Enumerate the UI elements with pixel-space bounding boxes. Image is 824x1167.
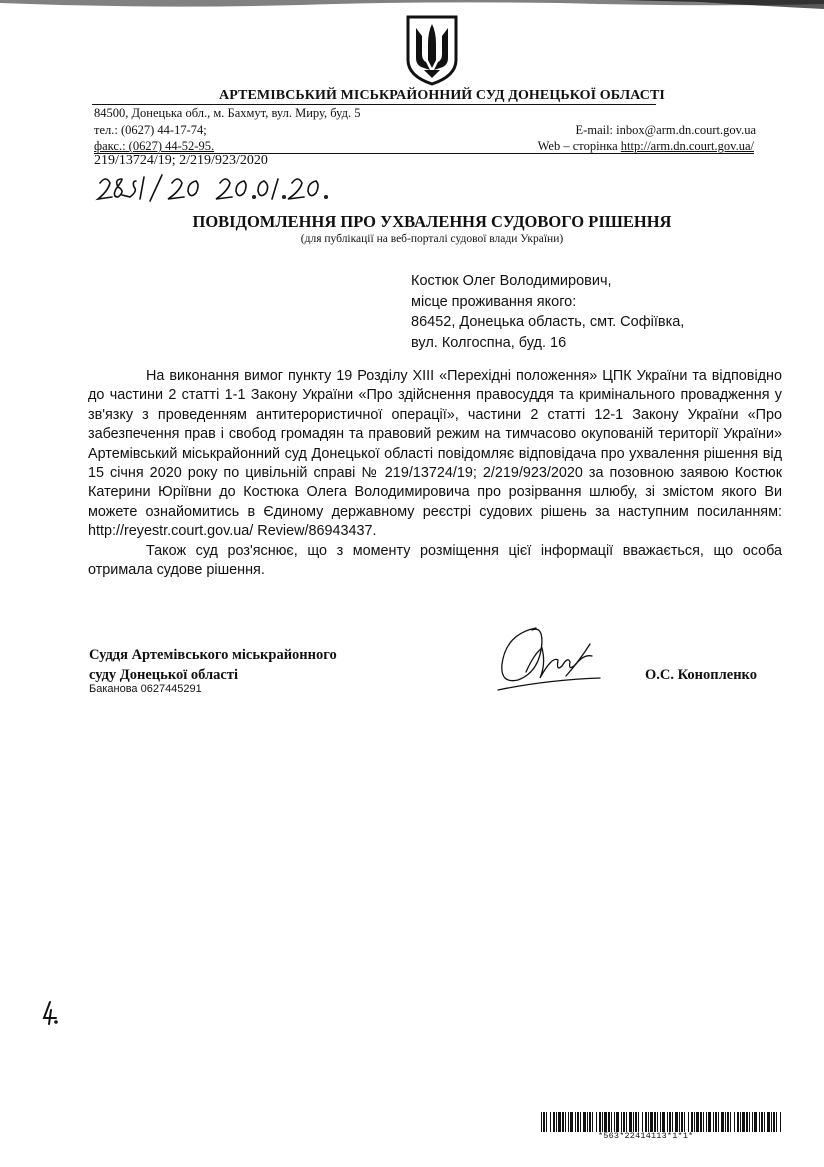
barcode-bar [669,1112,671,1132]
barcode-bar [679,1112,680,1132]
court-email: E-mail: inbox@arm.dn.court.gov.ua [575,123,756,137]
header-rule [92,104,656,105]
barcode-bar [575,1112,576,1132]
barcode-bar [688,1112,689,1132]
barcode-bar [700,1112,702,1132]
barcode-bar [602,1112,603,1132]
barcode-bar [759,1112,760,1132]
barcode-bar [662,1112,665,1132]
barcode-bar [604,1112,607,1132]
barcode-bar [749,1112,750,1132]
barcode-bar [660,1112,661,1132]
notice-paragraph: На виконання вимог пункту 19 Розділу ХІІІ «Перехідні положення» ЦПК України та відповідно до частини 2 статті 1-1 Закону України «Про здійснення правосуддя та кримінального провадження у зв'язку з проведенням антитерористичної операції», частини 2 статті 12-1 Закону України «Про забезпечення прав і свобод громадян та правовий режим на тимчасово окупованій території України» Артемівський міськрайонний суд Донецької області повідомляє відповідача про ухвалення рішення від 15 січня 2020 року по цивільній справі № 219/13724/19; 2/219/923/2020 за позовною заявою Костюк Катерини Юріївни до Костюка Олега Володимировича про розірвання шлюбу, зі змістом якого Ви можете ознайомитись в Єдиному державному реєстрі судових рішень за наступним посиланням: http://reyestr.court.gov.ua/ Review/86943437. [88,368,782,540]
barcode-bar [730,1112,731,1132]
judge-position-line: суду Донецької області [89,666,239,683]
barcode-bar [556,1112,557,1132]
barcode-bar [633,1112,634,1132]
barcode-bar [616,1112,619,1132]
barcode-bar [611,1112,612,1132]
barcode-bar [713,1112,714,1132]
barcode-bar [725,1112,726,1132]
notice-paragraph: Також суд роз'яснює, що з моменту розміщення цієї інформації вважається, що особа отримала судове рішення. [88,542,782,579]
recipient-line: вул. Колгоспна, буд. 16 [411,334,567,351]
court-website [538,139,754,154]
court-fax: факс.: (0627) 44-52-95. [94,139,215,153]
barcode-bar [562,1112,564,1132]
barcode-bar [657,1112,658,1132]
barcode-bar [667,1112,668,1132]
barcode-bar [543,1112,545,1132]
barcode-bar [681,1112,683,1132]
barcode-bar [558,1112,561,1132]
barcode-bar [737,1112,739,1132]
barcode-bar [570,1112,573,1132]
barcode-bar [541,1112,542,1132]
document-title: ПОВІДОМЛЕННЯ ПРО УХВАЛЕННЯ СУДОВОГО РІШЕННЯ [192,212,672,231]
barcode-bar [691,1112,693,1132]
barcode-bar [672,1112,673,1132]
document-subtitle: (для публікації на веб-порталі судової влади України) [300,233,564,245]
barcode-bar [773,1112,775,1132]
barcode-bar [684,1112,685,1132]
barcode-bar [734,1112,735,1132]
barcode-bar [776,1112,777,1132]
handwritten-note-text: 2891/20 20.01.20. [92,173,100,174]
barcode-bar [642,1112,643,1132]
barcode-bar [740,1112,741,1132]
barcode-bar [650,1112,653,1132]
judge-position-line: Суддя Артемівського міськрайонного [89,647,337,663]
barcode-bar [780,1112,781,1132]
barcode-bar [696,1112,699,1132]
website-link: http://arm.dn.court.gov.ua/ [620,139,754,153]
barcode-bar [706,1112,707,1132]
barcode-bar [654,1112,656,1132]
handwritten-registration-note [92,173,352,203]
recipient-line: місце проживання якого: [411,293,577,310]
barcode-bar [623,1112,625,1132]
judge-position [89,646,337,685]
barcode-bar [754,1112,757,1132]
trident-emblem-icon [404,14,460,86]
page-number-text: 4 [40,1000,41,1001]
handwritten-page-number [40,1000,60,1026]
barcode-bar [621,1112,622,1132]
barcode-bar [703,1112,704,1132]
judge-name: О.С. Конопленко [645,667,757,683]
barcode-bar [761,1112,763,1132]
barcode-bar [568,1112,569,1132]
barcode-bar [583,1112,586,1132]
barcode-bar [746,1112,748,1132]
barcode-bar [727,1112,729,1132]
barcode-bar [587,1112,588,1132]
barcode-bar [718,1112,719,1132]
barcode-bar [771,1112,772,1132]
barcode-bar [635,1112,637,1132]
website-prefix: Web – сторінка [537,139,621,153]
barcode-bar [752,1112,753,1132]
barcode-bar [626,1112,627,1132]
barcode-bar [553,1112,555,1132]
judge-signature [496,620,606,700]
barcode-bar [589,1112,591,1132]
scan-edge-noise [0,0,824,12]
barcode-bar [648,1112,649,1132]
barcode-bar [675,1112,678,1132]
court-phone: тел.: (0627) 44-17-74; [94,123,207,137]
barcode-bar [565,1112,566,1132]
barcode-bar [715,1112,717,1132]
barcode-bar [645,1112,647,1132]
barcode-bar [580,1112,581,1132]
recipient-line: Костюк Олег Володимирович, [411,273,612,289]
barcode-bar [596,1112,597,1132]
notice-body [88,367,782,580]
barcode-bar [629,1112,632,1132]
clerk-contact: Баканова 0627445291 [89,683,202,695]
document-barcode [541,1112,783,1132]
barcode-bar [694,1112,695,1132]
barcode-bar [721,1112,724,1132]
barcode-bar [742,1112,745,1132]
barcode-bar [592,1112,593,1132]
recipient-line: 86452, Донецька область, смт. Софіївка, [411,314,685,330]
barcode-number: *563*22414113*1*1* [598,1131,694,1141]
barcode-bar [638,1112,639,1132]
barcode-bar [577,1112,579,1132]
barcode-bar [546,1112,547,1132]
barcode-bar [708,1112,711,1132]
court-address: 84500, Донецька обл., м. Бахмут, вул. Миру, буд. 5 [94,106,361,120]
recipient-block [411,271,751,353]
court-name: АРТЕМІВСЬКИЙ МІСЬКРАЙОННИЙ СУД ДОНЕЦЬКОЇ ОБЛАСТІ [219,88,665,103]
barcode-bar [608,1112,610,1132]
barcode-bar [764,1112,765,1132]
case-numbers: 219/13724/19; 2/219/923/2020 [94,153,268,168]
barcode-bar [767,1112,770,1132]
barcode-bar [599,1112,601,1132]
barcode-bar [614,1112,615,1132]
barcode-bar [550,1112,551,1132]
